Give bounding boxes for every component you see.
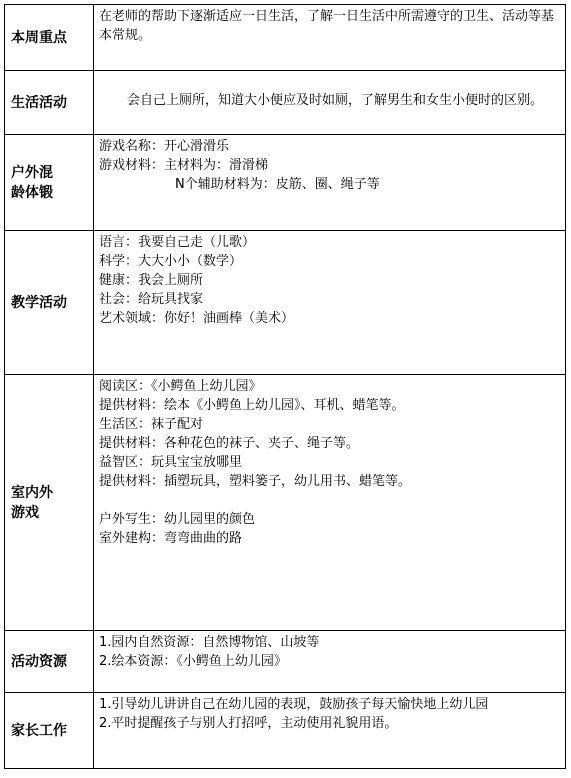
row-outdoor-mixed-age [5, 135, 566, 231]
label-indoor-outdoor-games [5, 375, 94, 631]
indoor-line-4: 益智区：玩具宝宝放哪里 [99, 455, 243, 470]
row-weekly-focus [5, 5, 566, 71]
content-outdoor-mixed-age [94, 135, 566, 231]
indoor-after-line-1: 室外建构：弯弯曲曲的路 [99, 531, 243, 546]
outdoor-line-1: 游戏材料：主材料为：滑滑梯 [99, 158, 269, 173]
indoor-blank-line [99, 491, 559, 510]
content-activity-resources [94, 631, 566, 693]
label-teaching-activity: 教学活动 [5, 231, 94, 375]
label-weekly-focus: 本周重点 [5, 5, 94, 71]
label-outdoor-line2: 龄体锻 [11, 184, 53, 201]
outdoor-line-2: N个辅助材料为：皮筋、圈、绳子等 [175, 177, 380, 192]
label-outdoor-mixed-age [5, 135, 94, 231]
content-parent-work [94, 693, 566, 769]
resources-line-1: 2.绘本资源：《小鳄鱼上幼儿园》 [99, 654, 287, 669]
label-indoor-line1: 室内外 [11, 484, 53, 501]
teaching-line-2: 健康：我会上厕所 [99, 273, 204, 288]
content-weekly-focus [94, 5, 566, 71]
teaching-line-0: 语言：我要自己走（儿歌） [99, 235, 256, 250]
weekly-focus-text: 在老师的帮助下逐渐适应一日生活，了解一日生活中所需遵守的卫生、活动等基本常规。 [99, 9, 555, 43]
row-life-activity [5, 71, 566, 135]
teaching-line-1: 科学：大大小小（数学） [99, 254, 243, 269]
indoor-line-0: 阅读区：《小鳄鱼上幼儿园》 [99, 379, 262, 394]
indoor-line-3: 提供材料：各种花色的袜子、夹子、绳子等。 [99, 436, 360, 451]
row-parent-work [5, 693, 566, 769]
content-indoor-outdoor-games [94, 375, 566, 631]
label-outdoor-line1: 户外混 [11, 164, 53, 181]
row-teaching-activity [5, 231, 566, 375]
teaching-line-3: 社会：给玩具找家 [99, 292, 204, 307]
label-parent-work: 家长工作 [5, 693, 94, 769]
indoor-line-2: 生活区：袜子配对 [99, 417, 204, 432]
life-activity-text: 会自己上厕所，知道大小便应及时如厕，了解男生和女生小便时的区别。 [127, 93, 544, 108]
row-indoor-outdoor-games [5, 375, 566, 631]
content-teaching-activity [94, 231, 566, 375]
indoor-line-1: 提供材料：绘本《小鳄鱼上幼儿园》、耳机、蜡笔等。 [99, 398, 405, 413]
label-activity-resources: 活动资源 [5, 631, 94, 693]
label-indoor-line2: 游戏 [11, 504, 39, 521]
parents-line-1: 2.平时提醒孩子与别人打招呼，主动使用礼貌用语。 [99, 716, 398, 731]
weekly-plan-table [4, 4, 566, 769]
parents-line-0: 1.引导幼儿讲讲自己在幼儿园的表现，鼓励孩子每天愉快地上幼儿园 [99, 697, 489, 712]
indoor-after-line-0: 户外写生：幼儿园里的颜色 [99, 512, 256, 527]
teaching-line-4: 艺术领域：你好！油画棒（美术） [99, 311, 295, 326]
indoor-line-5: 提供材料：插塑玩具，塑料篓子，幼儿用书、蜡笔等。 [99, 474, 412, 489]
row-activity-resources [5, 631, 566, 693]
content-life-activity [94, 71, 566, 135]
resources-line-0: 1.园内自然资源：自然博物馆、山坡等 [99, 635, 320, 650]
outdoor-line-0: 游戏名称：开心滑滑乐 [99, 139, 230, 154]
label-life-activity: 生活活动 [5, 71, 94, 135]
